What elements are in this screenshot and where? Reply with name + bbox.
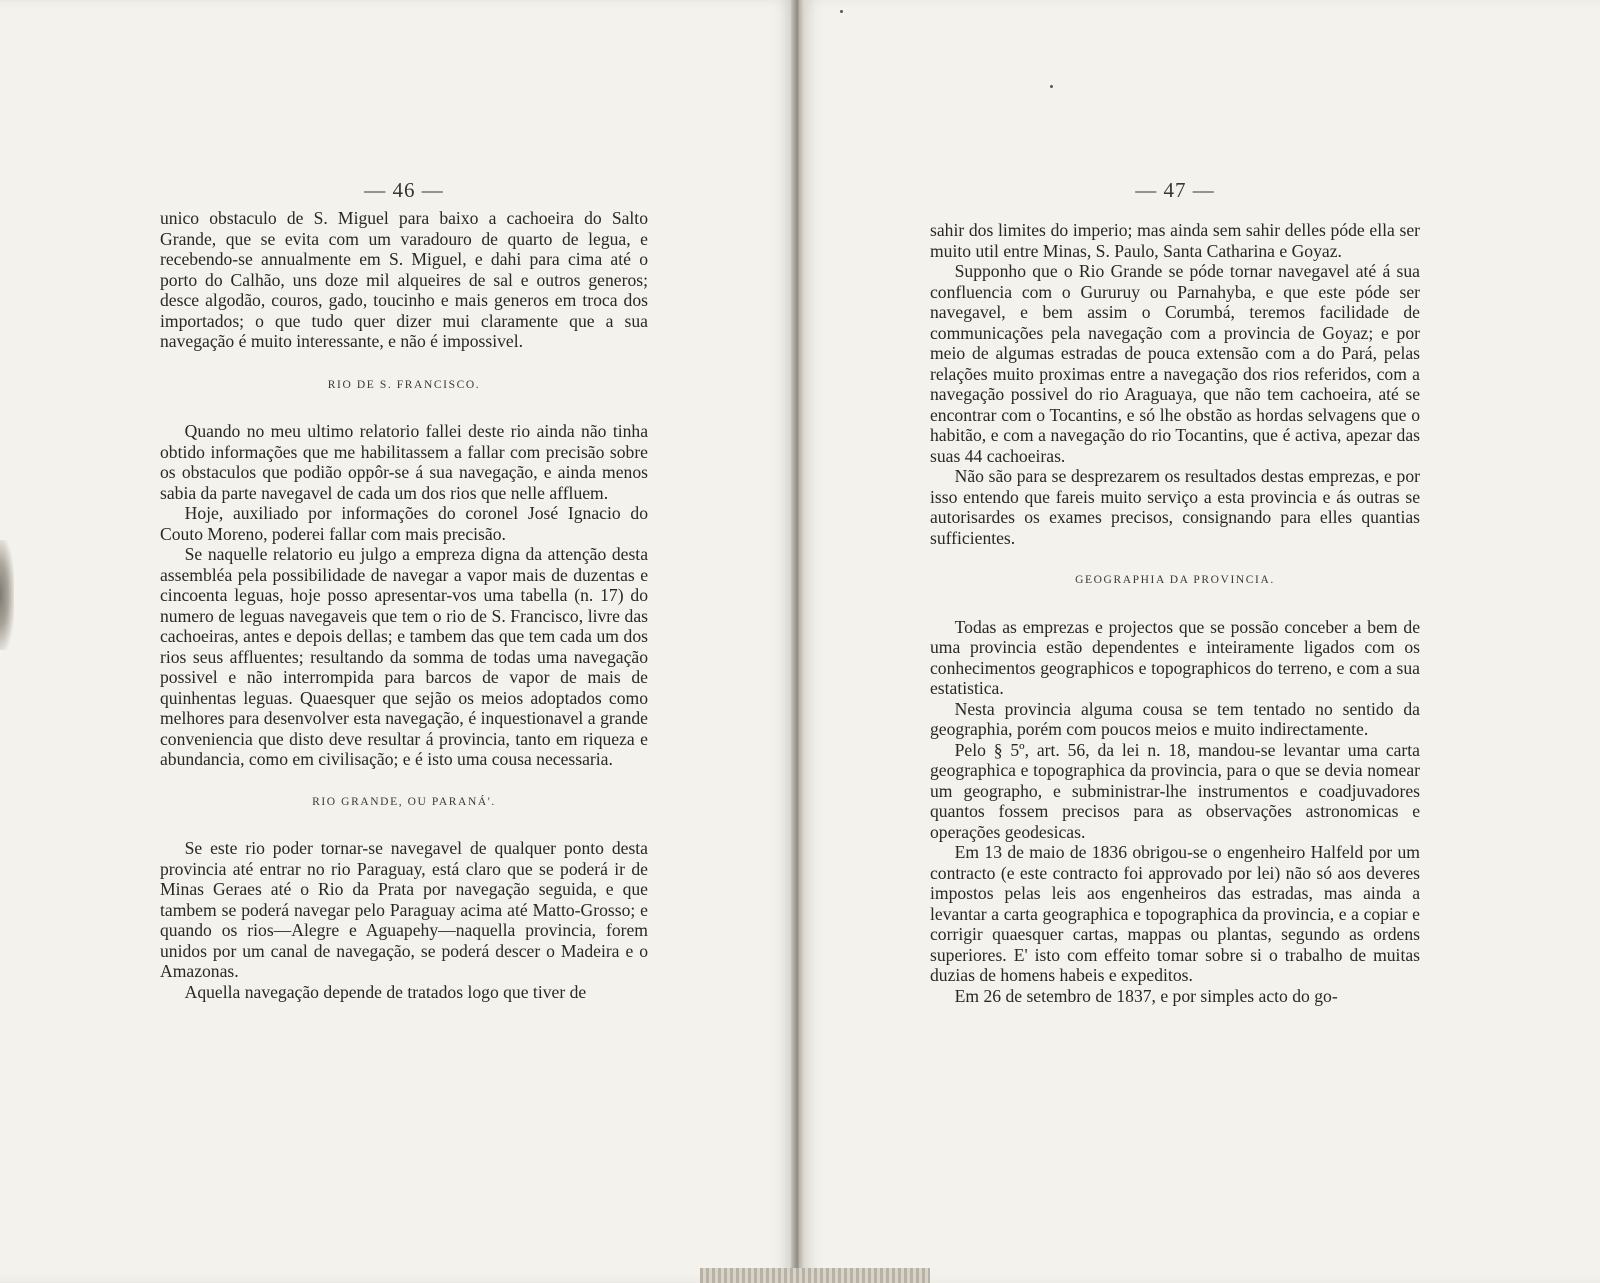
- paragraph: unico obstaculo de S. Miguel para baixo a cachoeira do Salto Grande, que se evita com um varadouro de quarto de legua, e recebendo-se annualmente em S. Miguel, e dahi para cima até o porto do Calhão, uns doze mil alqueires de sal e outros generos; desce algodão, couros, gado, toucinho e mais generos em troca dos importados; o que tudo quer dizer mui claramente que a sua navegação é muito interessante, e não é impossivel.: [160, 208, 648, 351]
- paragraph: Em 26 de setembro de 1837, e por simples acto do go-: [954, 985, 1338, 1006]
- paragraph: Nesta provincia alguma cousa se tem tentado no sentido da geographia, porém com poucos meios e muito indirectamente.: [930, 698, 1420, 739]
- binding-edge-strip: [700, 1268, 930, 1283]
- left-page: [0, 0, 795, 1283]
- section-heading-rio-sao-francisco: RIO DE S. FRANCISCO.: [327, 378, 481, 391]
- ink-speck: [840, 10, 843, 13]
- paragraph: sahir dos limites do imperio; mas ainda sem sahir delles póde ella ser muito util entre Minas, S. Paulo, Santa Catharina e Goyaz.: [930, 220, 1420, 261]
- page-number-right: — 47 —: [1135, 178, 1215, 202]
- paragraph: Supponho que o Rio Grande se póde tornar navegavel até á sua confluencia com o Gururuy ou Parnahyba, e que este póde ser navegavel, e bem assim o Corumbá, teremos facilidade de communicações pela navegação com a provincia de Goyaz; e por meio de algumas estradas de pouca extensão com a do Pará, pelas relações muito proximas entre a navegação dos rios referidos, com a navegação possivel do rio Araguaya, que não tem cachoeira, até se encontrar com o Tocantins, e só lhe obstão as hordas selvagens que o habitão, e com a navegação do rio Tocantins, que é activa, apezar das suas 44 cachoeiras.: [930, 261, 1420, 466]
- paragraph: Todas as emprezas e projectos que se possão conceber a bem de uma provincia estão dependentes e inteiramente ligados com os conhecimentos geographicos e topographicos do terreno, e com a sua estatistica.: [930, 616, 1420, 698]
- ink-speck: [1050, 85, 1053, 88]
- paragraph: Quando no meu ultimo relatorio fallei deste rio ainda não tinha obtido informações que me habilitassem a fallar com precisão sobre os obstaculos que podião oppôr-se á sua navegação, e ainda menos sabia da parte navegavel de cada um dos rios que nelle affluem.: [160, 421, 648, 503]
- section-heading-geographia: GEOGRAPHIA DA PROVINCIA.: [1075, 574, 1275, 586]
- book-gutter: [791, 0, 805, 1283]
- paragraph: Se naquelle relatorio eu julgo a empreza digna da attenção desta assembléa pela possibilidade de navegar a vapor mais de duzentas e cincoenta leguas, hoje posso apresentar-vos uma tabella (n. 17) do numero de leguas navegaveis que tem o rio de S. Francisco, livre das cachoeiras, antes e depois dellas; e tambem das que tem cada um dos rios seus affluentes; resultando da somma de todas uma navegação possivel e não interrompida para barcos de vapor de mais de quinhentas leguas. Quaesquer que sejão os meios adoptados como melhores para desenvolver esta navegação, é inquestionavel a grande conveniencia que disto deve resultar á provincia, tanto em riqueza e abundancia, como em civilisação; e é isto uma cousa necessaria.: [160, 544, 648, 769]
- paragraph: Hoje, auxiliado por informações do coronel José Ignacio do Couto Moreno, poderei fallar com mais precisão.: [160, 503, 648, 544]
- page-edge-stain: [0, 540, 14, 650]
- section-heading-rio-grande: RIO GRANDE, OU PARANÁ'.: [312, 795, 496, 808]
- paragraph: Não são para se desprezarem os resultados destas emprezas, e por isso entendo que fareis muito serviço a esta provincia e ás outras se autorisardes os exames precisos, consignando para elles quantias sufficientes.: [930, 466, 1420, 548]
- paragraph: Em 13 de maio de 1836 obrigou-se o engenheiro Halfeld por um contracto (e este contracto foi approvado por lei) não só aos deveres impostos pelas leis aos engenheiros das estradas, mas ainda a levantar a carta geographica e topographica da provincia, e a copiar e corrigir quaesquer cartas, mappas ou plantas, segundo as ordens superiores. E' isto com effeito tomar sobre si o trabalho de muitas duzias de homens habeis e expeditos.: [930, 842, 1420, 985]
- paragraph: Se este rio poder tornar-se navegavel de qualquer ponto desta provincia até entrar no rio Paraguay, está claro que se poderá ir de Minas Geraes até o Rio da Prata por navegação seguida, e que tambem se poderá navegar pelo Paraguay acima até Matto-Grosso; e quando os rios—Alegre e Aguapehy—naquella provincia, forem unidos por um canal de navegação, se poderá descer o Madeira e o Amazonas.: [160, 838, 648, 981]
- paragraph: Aquella navegação depende de tratados logo que tiver de: [184, 981, 587, 1002]
- paragraph: Pelo § 5º, art. 56, da lei n. 18, mandou-se levantar uma carta geographica e topographica da provincia, para o que se devia nomear um geographo, e subministrar-lhe instrumentos e coadjuvadores quantos fossem precisos para as observações astronomicas e operações geodesicas.: [930, 739, 1420, 842]
- page-number-left: — 46 —: [364, 178, 444, 202]
- right-text-block: [930, 220, 1420, 1006]
- left-text-block: [160, 208, 648, 1002]
